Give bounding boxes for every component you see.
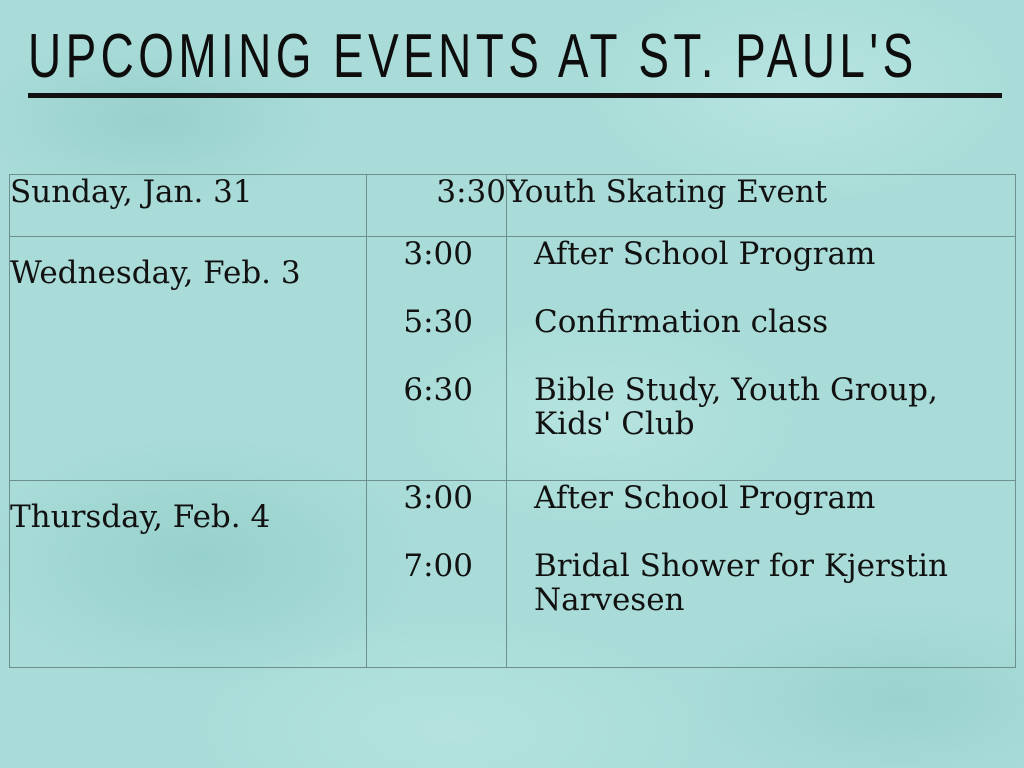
table-row (10, 481, 1016, 668)
event-day: Thursday, Feb. 4 (10, 481, 367, 668)
event-day: Sunday, Jan. 31 (10, 175, 367, 237)
event-times (367, 237, 507, 481)
event-time: 7:00 (403, 548, 473, 584)
event-time: 3:00 (403, 480, 473, 516)
title-underline (28, 93, 1002, 98)
event-time: 6:30 (403, 372, 473, 408)
event-day: Wednesday, Feb. 3 (10, 237, 367, 481)
table-row (10, 175, 1016, 237)
event-time: 3:30 (367, 175, 507, 237)
event-name: Bible Study, Youth Group, Kids' Club (534, 372, 938, 442)
event-name: After School Program (534, 480, 876, 516)
event-names (507, 481, 1016, 668)
event-time: 3:00 (403, 236, 473, 272)
event-name: Youth Skating Event (507, 175, 1016, 237)
event-name: After School Program (534, 236, 876, 272)
events-table (9, 174, 1016, 668)
event-time: 5:30 (403, 304, 473, 340)
page-title: UPCOMING EVENTS AT ST. PAUL'S (28, 22, 918, 91)
event-times (367, 481, 507, 668)
table-row (10, 237, 1016, 481)
event-names (507, 237, 1016, 481)
event-name: Bridal Shower for Kjerstin Narvesen (534, 548, 949, 618)
event-name: Confirmation class (534, 304, 829, 340)
